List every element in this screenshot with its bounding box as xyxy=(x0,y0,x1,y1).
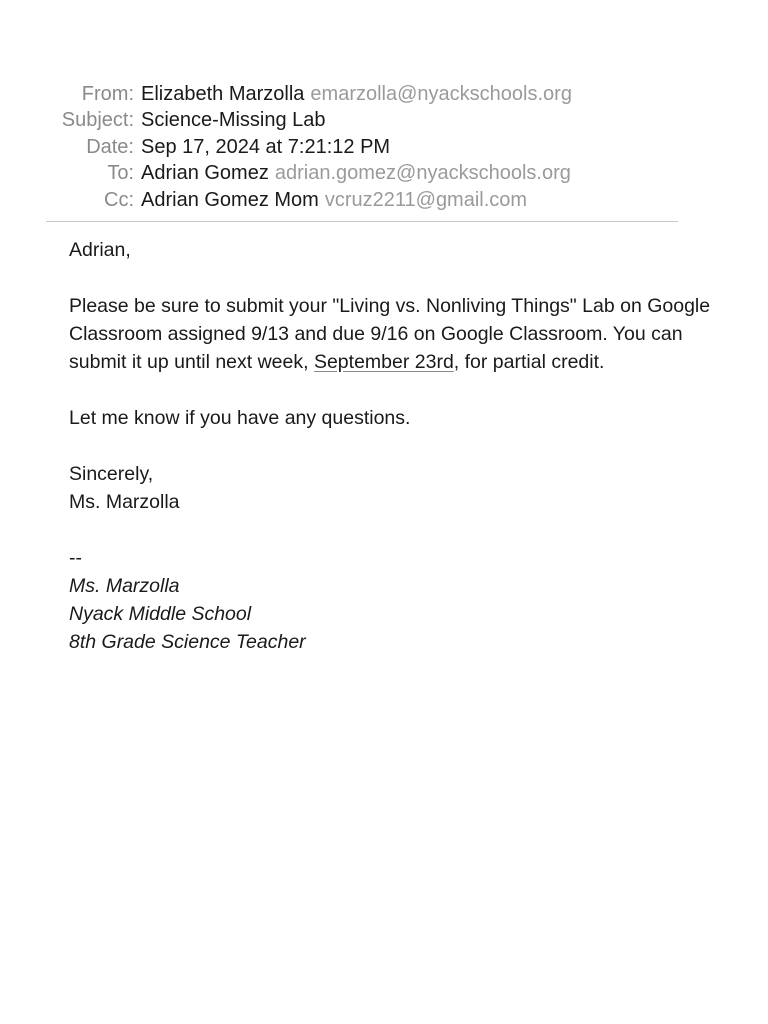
signature-title: 8th Grade Science Teacher xyxy=(69,631,306,653)
recipient-name[interactable]: Adrian Gomez xyxy=(141,162,269,185)
cc-name[interactable]: Adrian Gomez Mom xyxy=(141,188,319,211)
date-link[interactable]: September 23rd xyxy=(313,351,454,373)
subject-row xyxy=(0,107,768,133)
header-divider xyxy=(46,221,678,222)
from-row xyxy=(0,81,768,107)
date-row xyxy=(0,134,768,160)
sender-name[interactable]: Elizabeth Marzolla xyxy=(141,83,305,105)
sender-email[interactable]: emarzolla@nyackschools.org xyxy=(310,83,572,105)
cc-label: Cc: xyxy=(104,188,134,211)
from-label: From: xyxy=(81,83,134,105)
subject-label: Subject: xyxy=(61,109,134,132)
body-paragraph-1 xyxy=(69,292,719,376)
signature-school: Nyack Middle School xyxy=(69,603,252,625)
recipient-email[interactable]: adrian.gomez@nyackschools.org xyxy=(274,162,571,185)
paragraph-1-text: Please be sure to submit your "Living vs. Nonliving Things" Lab on Google Classroom assigned 9/13 and due 9/16 on Google Classroom. You can submit it up until next week, xyxy=(69,295,711,373)
email-body xyxy=(69,236,719,656)
closing: Sincerely, xyxy=(69,463,154,485)
body-paragraph-2: Let me know if you have any questions. xyxy=(69,407,411,429)
email-header xyxy=(0,81,768,213)
closing-name: Ms. Marzolla xyxy=(69,491,180,513)
paragraph-1-text-end: , for partial credit. xyxy=(453,351,605,373)
subject-value: Science-Missing Lab xyxy=(141,109,326,132)
signature-separator: -- xyxy=(69,547,82,569)
cc-email[interactable]: vcruz2211@gmail.com xyxy=(324,188,528,211)
to-label: To: xyxy=(107,162,134,185)
date-label: Date: xyxy=(86,135,134,158)
cc-row xyxy=(0,187,768,213)
signature-name: Ms. Marzolla xyxy=(69,575,180,597)
to-row xyxy=(0,160,768,186)
greeting: Adrian, xyxy=(69,239,131,261)
date-value: Sep 17, 2024 at 7:21:12 PM xyxy=(141,135,391,158)
